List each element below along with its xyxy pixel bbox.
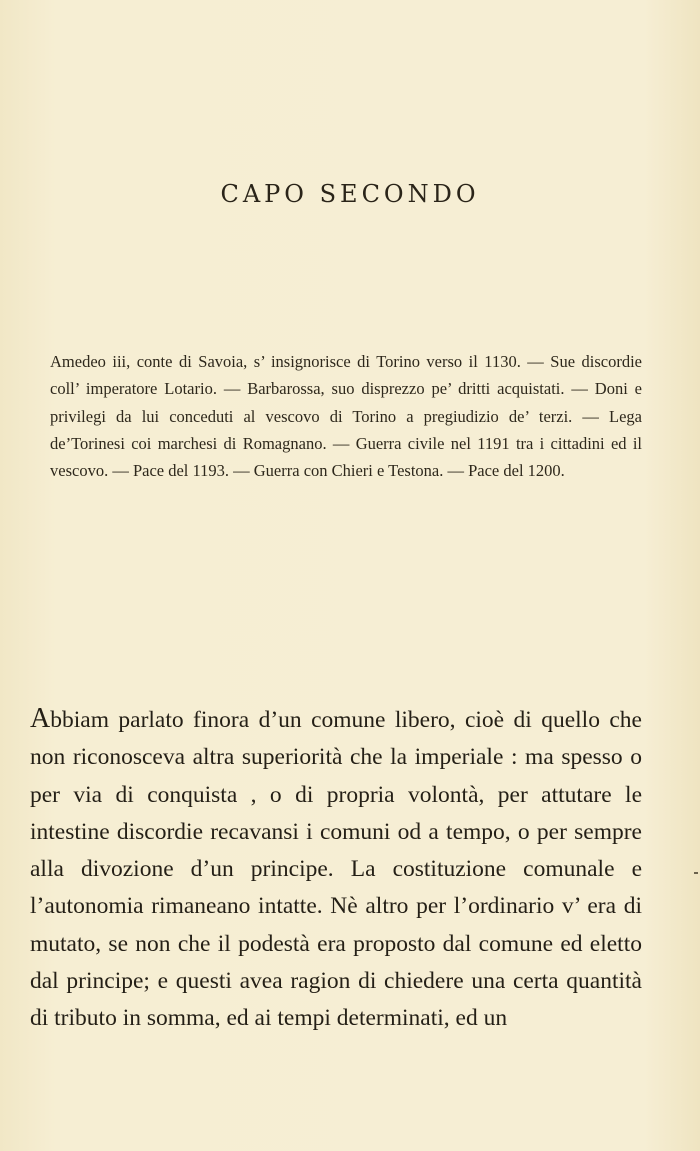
summary-paragraph: Amedeo iii, conte di Savoia, s’ insignorisce di Torino verso il 1130. — Sue discordie coll’ imperatore Lotario. — Barbarossa, suo disprezzo pe’ dritti acquistati. — Doni e privilegi da lui conceduti al vescovo di Torino a pregiudizio de’ terzi. — Lega de’Torinesi coi marchesi di Romagnano. — Guerra civile nel 1191 tra i cittadini ed il vescovo. — Pace del 1193. — Guerra con Chieri e Testona. — Pace del 1200.: [50, 352, 642, 481]
ink-speck: [694, 872, 698, 874]
chapter-title: CAPO SECONDO: [220, 180, 480, 208]
body-text: [30, 700, 642, 1038]
initial-letter: A: [30, 703, 51, 734]
chapter-summary: [50, 348, 642, 484]
body-paragraph-text: bbiam parlato finora d’un comune libero, cioè di quello che non riconosceva altra superiorità che la imperiale : ma spesso o per via di conquista , o di propria volontà, per attutare le intestine discordie recavansi i comuni od a tempo, o per sempre alla divozione d’un principe. La costituzione comunale e l’autonomia rimaneano intatte. Nè altro per l’ordinario v’ era di mutato, se non che il podestà era proposto dal comune ed eletto dal principe; e questi avea ragion di chiedere una certa quantità di tributo in somma, ed ai tempi determinati, ed un: [30, 707, 642, 1032]
body-paragraph: [30, 700, 642, 1038]
